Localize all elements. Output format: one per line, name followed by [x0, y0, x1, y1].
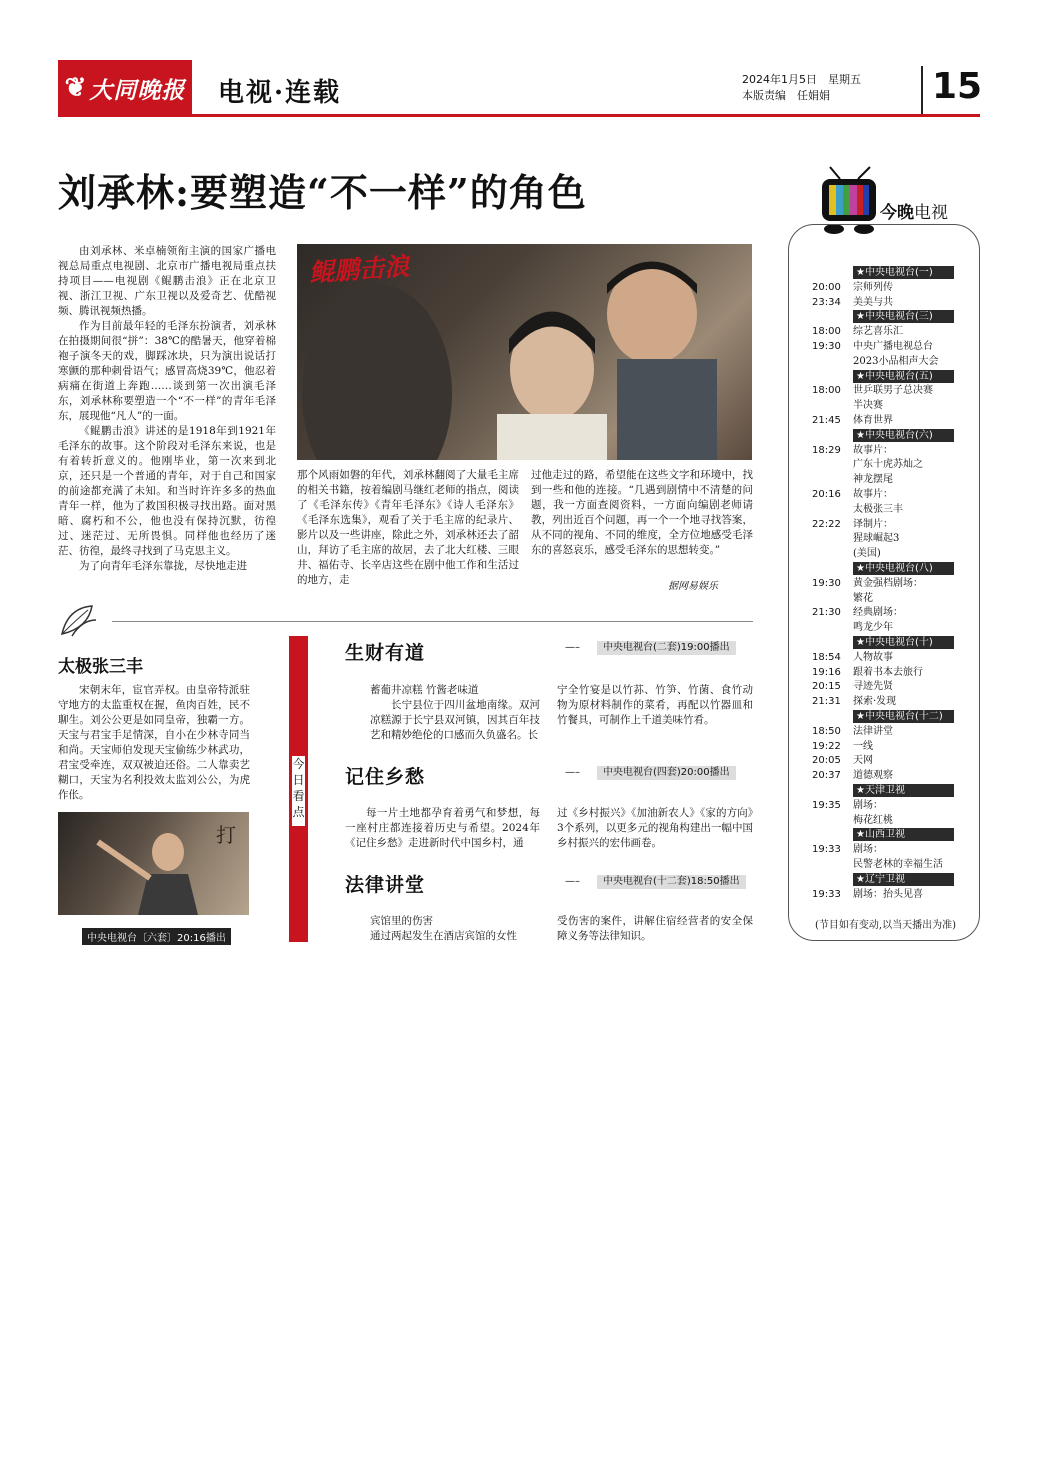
guide-program: 译制片：	[853, 518, 893, 530]
highlight-tag: —– 中央电视台(十二套)18:50播出	[565, 875, 746, 889]
serial-still-photo	[58, 812, 249, 915]
guide-program: 跟着书本去旅行	[853, 666, 923, 678]
header-meta	[742, 72, 861, 104]
guide-program: 经典剧场：	[853, 607, 903, 619]
guide-channel-header: ★天津卫视	[853, 784, 954, 797]
highlight-column-a	[345, 806, 540, 851]
guide-program: 综艺喜乐汇	[853, 326, 903, 338]
guide-channel-header: ★山西卫视	[853, 828, 954, 841]
highlight-text: 宁全竹宴是以竹荪、竹笋、竹菌、食竹动物为原材料制作的菜肴，再配以竹器皿和竹餐具，可制作上千道美味竹肴。	[557, 684, 753, 726]
highlight-column-b	[557, 683, 753, 728]
flame-logo-icon: ❦	[64, 73, 88, 103]
guide-time: 19:30	[812, 577, 841, 589]
highlight-subtitle: 宾馆里的伤害	[370, 915, 433, 927]
guide-time: 19:33	[812, 844, 841, 856]
guide-channel-header: ★中央电视台(三)	[853, 310, 954, 323]
highlight-subtitle: 蓄葡井凉糕 竹酱老味道	[370, 684, 479, 696]
guide-time: 19:30	[812, 341, 841, 352]
highlight-column-a	[370, 914, 540, 944]
guide-time: 18:54	[812, 651, 841, 663]
highlights-label: 今日看点	[292, 756, 305, 826]
guide-program: 剧场：	[853, 844, 883, 856]
guide-program: 宗师列传	[853, 281, 893, 293]
serial-photo-figure	[58, 812, 249, 915]
article-paragraph: 作为目前最年轻的毛泽东扮演者，刘承林在拍摄期间很“拼”：38℃的酷暑天，他穿着棉袍子演冬天的戏，脚踩冰块，只为演出说话打寒颤的那种刺骨语气；感冒高烧39℃，他忍着病痛在街道上奔跑……谈到第一次出演毛泽东，刘承林称要塑造一个“不一样”的青年毛泽东，展现他“凡人”的一面。	[58, 320, 276, 422]
guide-time: 20:00	[812, 281, 841, 293]
issue-date: 2024年1月5日 星期五	[742, 73, 861, 86]
guide-program: 天网	[853, 755, 873, 767]
guide-program: 梅花红桃	[853, 814, 893, 826]
serial-title: 太极张三丰	[58, 657, 143, 677]
highlight-text: 通过两起发生在酒店宾馆的女性	[370, 930, 517, 942]
guide-time: 20:15	[812, 681, 841, 693]
guide-time: 21:45	[812, 415, 841, 426]
guide-program: 一线	[853, 740, 873, 752]
highlight-text: 过《乡村振兴》《加油新农人》《家的方向》3个系列，以更多元的视角构建出一幅中国乡村振兴的宏伟画卷。	[557, 807, 753, 849]
drama-still-photo	[297, 244, 752, 460]
guide-program: 美美与共	[853, 296, 893, 308]
guide-time: 19:22	[812, 740, 841, 752]
guide-program: 人物故事	[853, 651, 893, 663]
highlight-tag: —– 中央电视台(四套)20:00播出	[565, 766, 736, 780]
guide-time: 20:05	[812, 755, 841, 767]
guide-channel-header: ★中央电视台(十)	[853, 636, 954, 649]
guide-channel-header: ★中央电视台(五)	[853, 370, 954, 383]
guide-time: 23:34	[812, 296, 841, 308]
guide-time: 19:35	[812, 799, 841, 811]
page-editor: 本版责编 任娟娟	[742, 89, 830, 102]
headline: 刘承林:要塑造“不一样”的角色	[58, 170, 587, 215]
article-column-2	[297, 468, 519, 588]
guide-time: 20:16	[812, 489, 841, 500]
article-paragraph: 《鲲鹏击浪》讲述的是1918年到1921年毛泽东的故事。这个阶段对毛泽东来说，也是有着转折意义的。他刚毕业，第一次来到北京，还只是一个普通的青年，对于自己和国家的前途都充满了未知。和当时许许多多的热血青年一样，他为了救国积极寻找出路。面对黑暗、腐朽和不公，他也没有保持沉默，彷徨过、迷茫过、无所畏惧。同样他也经历了迷茫、彷徨，最终寻找到了马克思主义。	[58, 425, 276, 557]
guide-program: (美国)	[853, 548, 881, 560]
guide-program: 民警老林的幸福生活	[853, 859, 943, 870]
guide-program: 太极张三丰	[853, 503, 903, 515]
guide-program: 猩球崛起3	[853, 533, 900, 545]
highlight-title: 生财有道	[345, 642, 426, 664]
guide-channel-header: ★中央电视台(六)	[853, 429, 954, 442]
highlight-column-b	[557, 914, 753, 944]
guide-channel-header: ★中央电视台(八)	[853, 562, 954, 575]
broadcast-time: 中央电视台(二套)19:00播出	[597, 641, 736, 655]
guide-time: 18:29	[812, 444, 841, 456]
guide-time: 20:37	[812, 770, 841, 782]
article-column-1	[58, 244, 276, 574]
highlight-column-a	[370, 683, 540, 743]
article-paragraph: 那个风雨如磐的年代，刘承林翻阅了大量毛主席的相关书籍，按着编剧马继红老师的指点，阅读了《毛泽东传》《青年毛泽东》《诗人毛泽东》《毛泽东选集》，观看了关于毛主席的纪录片、影片以及一些讲座，除此之外，刘承林还去了韶山，拜访了毛主席的故居，去了北大红楼、三眼井、福佑寺、长辛店这些在剧中他工作和生活过的地方，走	[297, 469, 519, 586]
highlight-title: 记住乡愁	[345, 766, 426, 788]
article-paragraph: 由刘承林、米卓楠领衔主演的国家广播电视总局重点电视剧、北京市广播电视局重点扶持项目——电视剧《鲲鹏击浪》正在北京卫视、浙江卫视、广东卫视以及爱奇艺、优酷视频、腾讯视频热播。	[58, 245, 276, 317]
guide-program: 神龙摆尾	[853, 474, 893, 486]
article-paragraph: 过他走过的路，希望能在这些文字和环境中，找到一些和他的连接。“几遇到剧情中不清楚的问题，我一方面查阅资料，一方面向编剧老师请教，列出近百个问题，再一个一个地寻找答案，从不同的视角、不同的维度，全方位地感受毛泽东的喜怒哀乐，感受毛泽东的思想转变。”	[531, 469, 753, 556]
serial-synopsis	[58, 683, 250, 803]
highlight-column-b	[557, 806, 753, 851]
leaf-ornament-icon	[58, 602, 98, 638]
highlight-title: 法律讲堂	[345, 874, 426, 896]
guide-title-rest: 电视	[914, 203, 948, 223]
newspaper-logo	[58, 60, 192, 116]
guide-time: 19:16	[812, 666, 841, 678]
guide-time: 22:22	[812, 518, 841, 530]
page-number: 15	[932, 66, 983, 107]
guide-program: 鸣龙少年	[853, 622, 893, 634]
serial-caption: 中央电视台〔六套〕20:16播出	[82, 928, 231, 945]
guide-channel-header: ★辽宁卫视	[853, 873, 954, 886]
guide-title-bold: 今晚	[880, 203, 914, 223]
serial-paragraph: 宋朝末年，宦官弄权。由皇帝特派驻守地方的太监重权在握，鱼肉百姓，民不聊生。刘公公更是如同皇帝，独霸一方。天宝与君宝手足情深，自小在少林寺同当和尚。天宝师伯发现天宝偷练少林武功，君宝受牵连，双双被迫还俗。二人靠卖艺糊口，天宝为名利投效太监刘公公，为虎作伥。	[58, 684, 250, 801]
highlight-text: 受伤害的案件，讲解住宿经营者的安全保障义务等法律知识。	[557, 915, 753, 942]
guide-program: 繁花	[853, 592, 873, 604]
highlight-tag: —– 中央电视台(二套)19:00播出	[565, 641, 736, 655]
guide-note: (节目如有变动,以当天播出为准)	[815, 920, 956, 931]
guide-program: 故事片：	[853, 444, 893, 456]
guide-program: 世乒联男子总决赛	[853, 385, 933, 397]
guide-time: 18:00	[812, 385, 841, 397]
guide-program: 法律讲堂	[853, 725, 893, 737]
section-rule	[112, 621, 753, 622]
broadcast-time: 中央电视台(四套)20:00播出	[597, 766, 736, 780]
guide-program: 体育世界	[853, 415, 893, 426]
photo-calligraphy: 鲲鹏击浪	[308, 251, 411, 288]
guide-time: 21:30	[812, 607, 841, 619]
guide-program: 2023小品相声大会	[853, 355, 939, 367]
guide-program: 道德观察	[853, 770, 893, 782]
section-title: 电视·连载	[218, 78, 342, 108]
guide-title	[880, 198, 948, 223]
guide-time: 21:31	[812, 696, 841, 708]
article-column-3	[531, 468, 753, 558]
guide-program: 半决赛	[853, 400, 883, 412]
guide-time: 18:50	[812, 725, 841, 737]
article-paragraph: 为了向青年毛泽东靠拢，尽快地走进	[79, 560, 247, 572]
header-rule	[58, 114, 980, 117]
guide-program: 中央广播电视总台	[853, 341, 933, 352]
guide-program: 黄金强档剧场：	[853, 577, 923, 589]
guide-time: 18:00	[812, 326, 841, 338]
broadcast-time: 中央电视台(十二套)18:50播出	[597, 875, 746, 889]
guide-time: 19:33	[812, 888, 841, 900]
photo-figures	[297, 244, 752, 460]
guide-program: 剧场：抬头见喜	[853, 888, 923, 900]
serial-photo-text: 打	[216, 823, 236, 847]
highlight-text: 长宁县位于四川盆地南缘。双河凉糕源于长宁县双河镇，因其百年技艺和精妙绝伦的口感而久负盛名。长	[370, 699, 540, 741]
guide-program: 探索·发现	[853, 696, 897, 708]
guide-program: 广东十虎苏灿之	[853, 459, 923, 471]
logo-text: 大同晚报	[89, 76, 186, 104]
guide-program: 寻迹先贤	[853, 681, 893, 693]
guide-program: 故事片：	[853, 489, 893, 500]
header-divider	[921, 66, 923, 114]
guide-channel-header: ★中央电视台(一)	[853, 266, 954, 279]
highlight-text: 每一片土地都孕育着勇气和梦想，每一座村庄都连接着历史与希望。2024年《记住乡愁》走进新时代中国乡村，通	[345, 807, 540, 849]
article-byline: 据网易娱乐	[668, 581, 718, 592]
guide-program: 剧场：	[853, 799, 883, 811]
guide-channel-header: ★中央电视台(十二)	[853, 710, 954, 723]
